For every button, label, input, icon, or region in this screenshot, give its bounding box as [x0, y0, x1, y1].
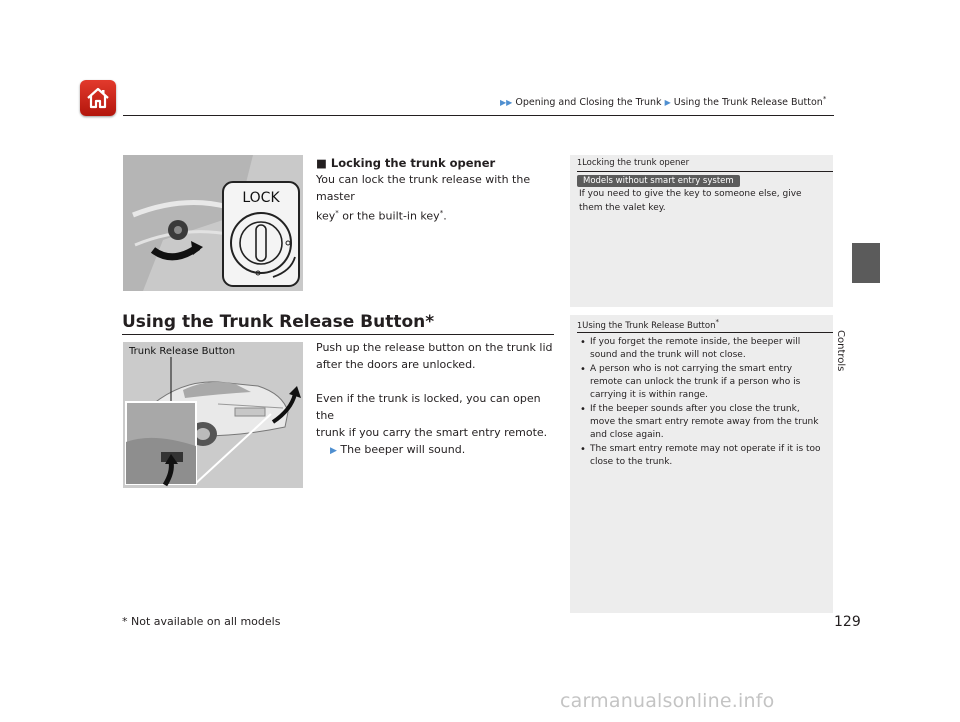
note-box-trunk-release: [570, 315, 833, 613]
watermark: carmanualsonline.info: [560, 690, 775, 712]
breadcrumb-item-trunk-release[interactable]: Using the Trunk Release Button: [673, 97, 823, 109]
note-bullet-list: [579, 336, 827, 470]
page-number: 129: [834, 614, 861, 630]
home-button[interactable]: [80, 80, 116, 116]
section-heading: Using the Trunk Release Button*: [122, 312, 435, 332]
note-rule: [577, 171, 833, 172]
trunk-lock-illustration: [123, 155, 303, 291]
footnote-star-icon: *: [439, 209, 444, 217]
note-box-locking: [570, 155, 833, 307]
footnote-star-icon: *: [715, 318, 719, 326]
side-tab-label[interactable]: Controls: [835, 330, 846, 372]
footnote: * Not available on all models: [122, 615, 281, 628]
list-item: • The smart entry remote may not operate if it is too close to the trunk.: [579, 443, 827, 469]
note-title: 1Locking the trunk opener: [577, 158, 690, 168]
locking-body: You can lock the trunk release with the master key* or the built-in key*.: [316, 173, 531, 223]
list-item: • If the beeper sounds after you close the trunk, move the smart entry remote away from the trunk and close again.: [579, 403, 827, 442]
home-icon: [85, 85, 111, 111]
breadcrumb: [500, 95, 826, 108]
triangle-arrow-icon: ▶▶: [500, 98, 513, 108]
trunk-release-body: Push up the release button on the trunk lid after the doors are unlocked. Even if the trunk is locked, you can open the trunk if you carry the smart entry remote. ▶ The beeper will sound.: [316, 341, 553, 456]
list-item: • If you forget the remote inside, the beeper will sound and the trunk will not close.: [579, 336, 827, 362]
note-text: If you need to give the key to someone else, give them the valet key.: [579, 189, 802, 213]
reference-mark-icon: 1: [577, 158, 583, 167]
list-item: • A person who is not carrying the smart entry remote can unlock the trunk if a person who is carrying it is within range.: [579, 363, 827, 402]
section-tab-marker: [852, 243, 880, 283]
footnote-star-icon: *: [335, 209, 339, 217]
trunk-release-illustration: [123, 342, 303, 488]
footnote-star-icon: *: [822, 95, 827, 103]
locking-heading: ■ Locking the trunk opener: [316, 156, 496, 170]
triangle-arrow-icon: ▶: [330, 446, 337, 456]
header-rule: [123, 115, 834, 116]
note-title: 1Using the Trunk Release Button*: [577, 318, 719, 331]
note-rule: [577, 332, 833, 333]
result-text: The beeper will sound.: [340, 443, 466, 456]
lock-image-label: LOCK: [242, 190, 280, 206]
reference-mark-icon: 1: [577, 320, 583, 330]
breadcrumb-item-opening-closing-trunk[interactable]: Opening and Closing the Trunk: [515, 97, 662, 109]
model-badge: Models without smart entry system: [577, 175, 740, 187]
heading-rule: [122, 334, 554, 335]
triangle-arrow-icon: ▶: [664, 98, 671, 108]
trunk-release-image-label: Trunk Release Button: [129, 346, 236, 357]
